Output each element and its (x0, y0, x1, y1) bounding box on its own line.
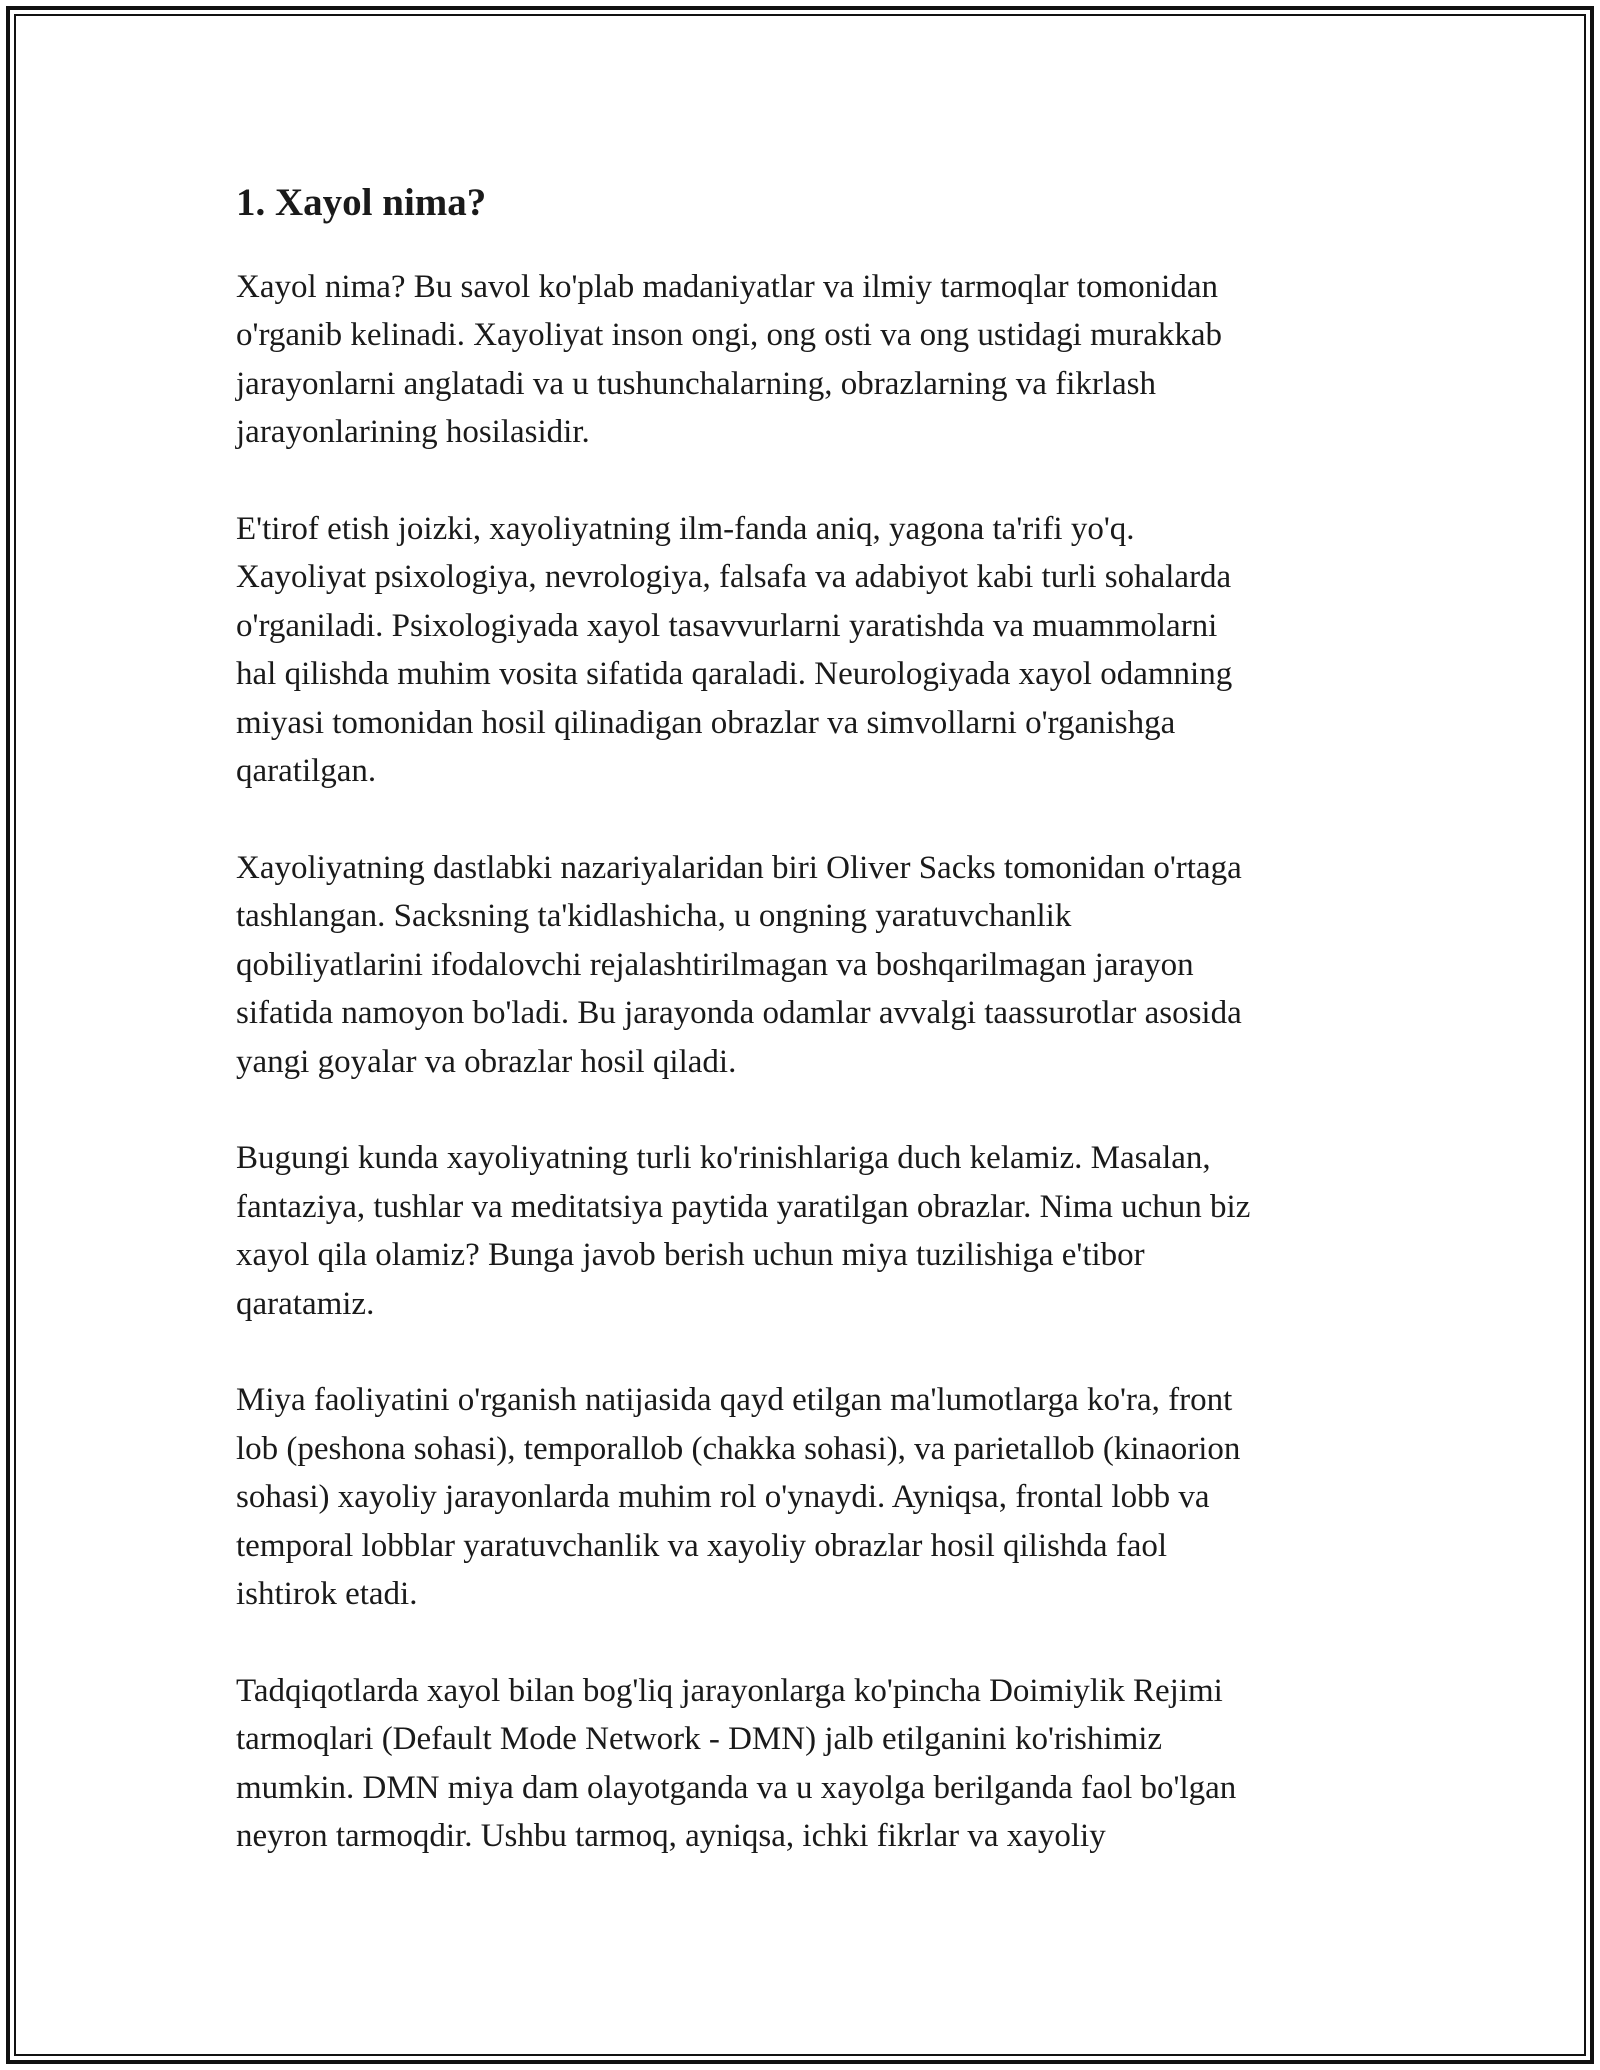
paragraph-3: Xayoliyatning dastlabki nazariyalaridan biri Oliver Sacks tomonidan o'rtaga tashlangan. Sacksning ta'kidlashicha, u ongning yaratuvchanlik qobiliyatlarini ifodalovchi rejalashtirilmagan va boshqarilmagan jarayon sifatida namoyon bo'ladi. Bu jarayonda odamlar avvalgi taassurotlar asosida yangi goyalar va obrazlar hosil qiladi. (236, 849, 1242, 1080)
paragraph-2: E'tirof etish joizki, xayoliyatning ilm-fanda aniq, yagona ta'rifi yo'q. Xayoliyat psixologiya, nevrologiya, falsafa va adabiyot kabi turli sohalarda o'rganiladi. Psixologiyada xayol tasavvurlarni yaratishda va muammolarni hal qilishda muhim vosita sifatida qaraladi. Neurologiyada xayol odamning miyasi tomonidan hosil qilinadigan obrazlar va simvollarni o'rganishga qaratilgan. (236, 510, 1233, 790)
paragraph-1: Xayol nima? Bu savol ko'plab madaniyatlar va ilmiy tarmoqlar tomonidan o'rganib kelinadi. Xayoliyat inson ongi, ong osti va ong ustidagi murakkab jarayonlarni anglatadi va u tushunchalarning, obrazlarning va fikrlash jarayonlarining hosilasidir. (236, 268, 1223, 451)
paragraph-4: Bugungi kunda xayoliyatning turli ko'rinishlariga duch kelamiz. Masalan, fantaziya, tushlar va meditatsiya paytida yaratilgan obrazlar. Nima uchun biz xayol qila olamiz? Bunga javob berish uchun miya tuzilishiga e'tibor qaratamiz. (236, 1140, 1251, 1322)
paragraph-6: Tadqiqotlarda xayol bilan bog'liq jarayonlarga ko'pincha Doimiylik Rejimi tarmoqlari (Default Mode Network - DMN) jalb etilganini ko'rishimiz mumkin. DMN miya dam olayotganda va u xayolga berilganda faol bo'lgan neyron tarmoqdir. Ushbu tarmoq, ayniqsa, ichki fikrlar va xayoliy (236, 1672, 1237, 1855)
section-heading: 1. Xayol nima? (236, 181, 487, 224)
document-body (236, 180, 1386, 1909)
paragraph-5: Miya faoliyatini o'rganish natijasida qayd etilgan ma'lumotlarga ko'ra, front lob (peshona sohasi), temporallob (chakka sohasi), va parietallob (kinaorion sohasi) xayoliy jarayonlarda muhim rol o'ynaydi. Ayniqsa, frontal lobb va temporal lobblar yaratuvchanlik va xayoliy obrazlar hosil qilishda faol ishtirok etadi. (236, 1382, 1241, 1613)
